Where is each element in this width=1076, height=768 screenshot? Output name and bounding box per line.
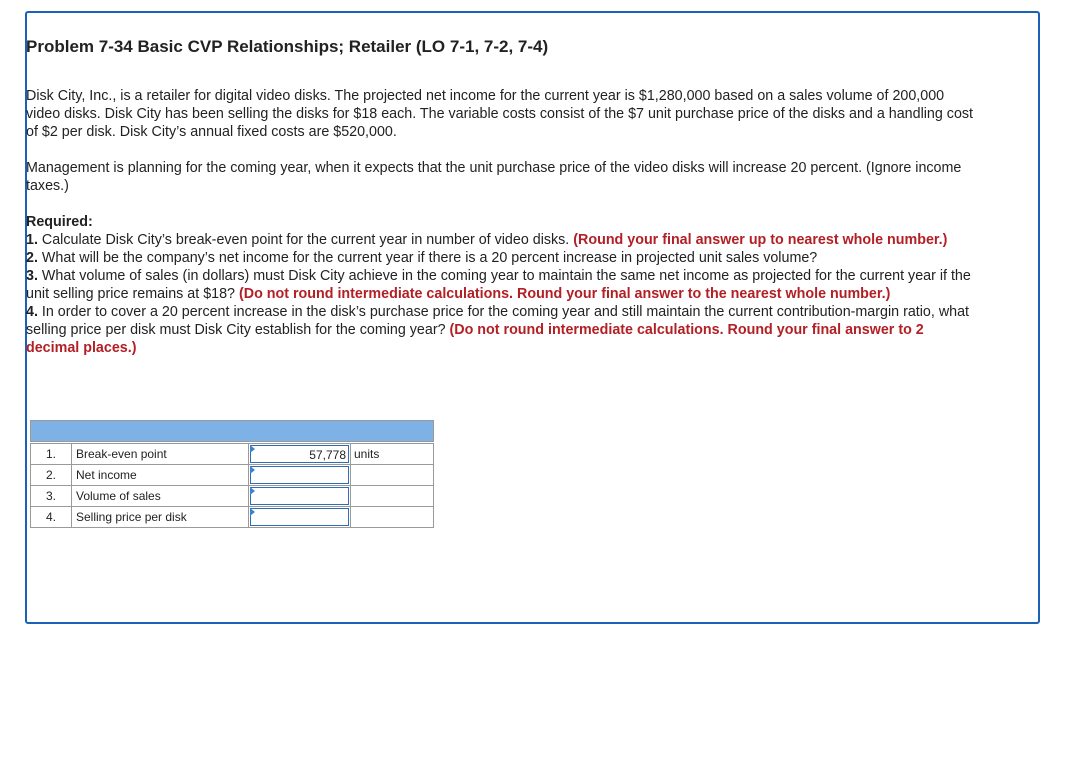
rounding-note: (Do not round intermediate calculations. Round your final answer to 2 decimal places.) xyxy=(26,322,924,356)
row-label: Selling price per disk xyxy=(72,507,249,528)
requirement-text: What will be the company’s net income for the current year if there is a 20 percent increase in projected unit sales volume? xyxy=(37,250,818,266)
requirement-number: 1. xyxy=(26,232,38,248)
requirement-2 xyxy=(26,249,976,267)
table-row xyxy=(31,444,434,465)
required-heading: Required: xyxy=(26,214,93,230)
table-row xyxy=(31,486,434,507)
table-header-cell xyxy=(31,421,434,442)
requirement-number: 3. xyxy=(26,268,38,284)
break-even-input[interactable]: 57,778 xyxy=(250,445,349,463)
table-row xyxy=(31,507,434,528)
rounding-note: (Do not round intermediate calculations. Round your final answer to the nearest whole number.) xyxy=(238,286,891,302)
requirement-number: 2. xyxy=(26,250,38,266)
table-header-row xyxy=(31,421,434,442)
row-label: Volume of sales xyxy=(72,486,249,507)
input-flag-icon xyxy=(250,445,255,453)
scenario-paragraph: Management is planning for the coming year, when it expects that the unit purchase price of the video disks will increase 20 percent. (Ignore income taxes.) xyxy=(26,160,962,194)
row-label: Break-even point xyxy=(72,444,249,465)
row-number: 3. xyxy=(31,486,72,507)
scenario-paragraph: Disk City, Inc., is a retailer for digital video disks. The projected net income for the current year is $1,280,000 based on a sales volume of 200,000 video disks. Disk City has been selling the disks for $18 each. The variable costs consist of the $7 unit purchase price of the disks and a handling cost of $2 per disk. Disk City’s annual fixed costs are $520,000. xyxy=(26,88,974,140)
row-label: Net income xyxy=(72,465,249,486)
answer-cell xyxy=(249,465,351,486)
problem-content xyxy=(26,36,976,357)
row-number: 1. xyxy=(31,444,72,465)
answer-cell xyxy=(249,444,351,465)
input-flag-icon xyxy=(250,466,255,474)
selling-price-input[interactable] xyxy=(250,508,349,526)
unit-label xyxy=(351,465,434,486)
requirement-number: 4. xyxy=(26,304,38,320)
answer-cell xyxy=(249,507,351,528)
table-row xyxy=(31,465,434,486)
requirement-3 xyxy=(26,267,976,303)
input-flag-icon xyxy=(250,508,255,516)
input-flag-icon xyxy=(250,487,255,495)
row-number: 4. xyxy=(31,507,72,528)
answer-cell xyxy=(249,486,351,507)
answer-table xyxy=(30,420,434,528)
row-number: 2. xyxy=(31,465,72,486)
unit-label xyxy=(351,486,434,507)
unit-label xyxy=(351,507,434,528)
requirement-1 xyxy=(26,231,976,249)
requirement-text: Calculate Disk City’s break-even point for the current year in number of video disks. xyxy=(37,232,574,248)
unit-label: units xyxy=(351,444,434,465)
rounding-note: (Round your final answer up to nearest whole number.) xyxy=(573,232,948,248)
requirement-text: In order to cover a 20 percent increase in the disk’s purchase price for the coming year and still maintain the current contribution-margin ratio, what selling price per disk must Disk City establish for the coming year? xyxy=(26,304,970,338)
volume-of-sales-input[interactable] xyxy=(250,487,349,505)
requirement-text: What volume of sales (in dollars) must Disk City achieve in the coming year to maintain the same net income as projected for the current year if the unit selling price remains at $18? xyxy=(26,268,971,302)
problem-title: Problem 7-34 Basic CVP Relationships; Retailer (LO 7-1, 7-2, 7-4) xyxy=(26,37,549,56)
requirement-4 xyxy=(26,303,976,357)
net-income-input[interactable] xyxy=(250,466,349,484)
